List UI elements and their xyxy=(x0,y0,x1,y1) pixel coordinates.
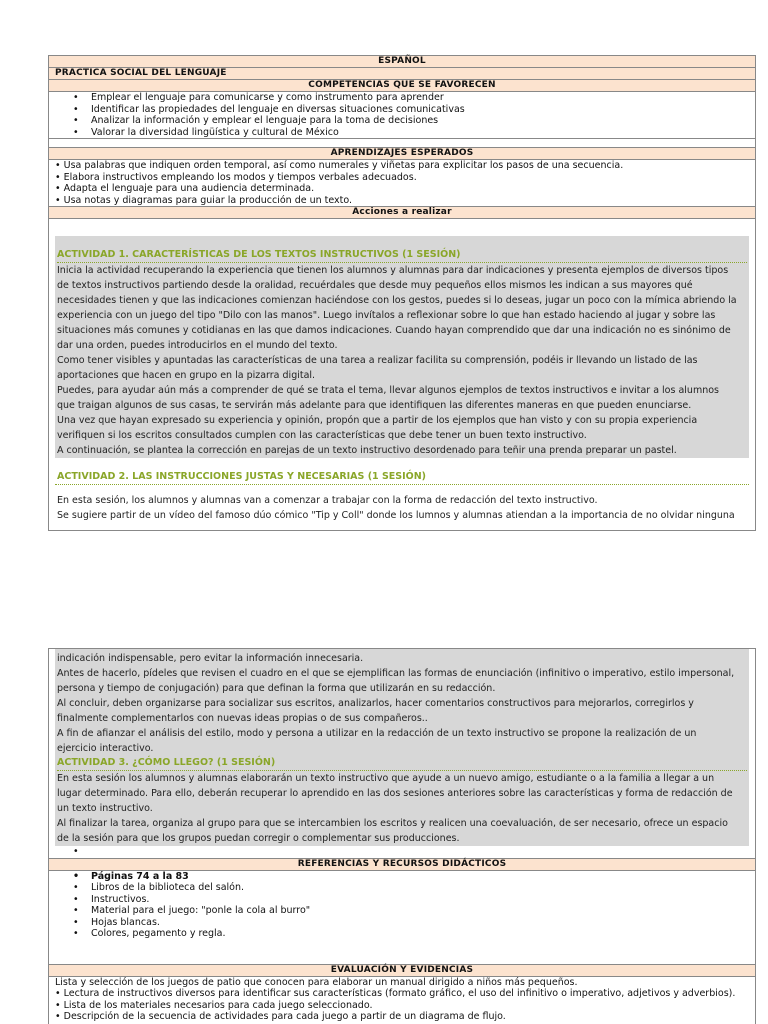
text-line: Al finalizar la tarea, organiza al grupo para que se intercambien los escritos y realicen una coevaluación, de ser necesario, ofrece un espacio xyxy=(57,818,728,829)
activity-3-title: ACTIVIDAD 3. ¿CÓMO LLEGO? (1 SESIÓN) xyxy=(57,756,747,771)
list-item: • Instructivos. xyxy=(73,894,755,906)
text-line: situaciones más comunes y cotidianas en las que damos indicaciones. Cuando hayan comprendido que dar una indicación no es sinónimo de xyxy=(57,325,731,336)
activity-1-text xyxy=(57,263,747,458)
text-line: En esta sesión los alumnos y alumnas elaborarán un texto instructivo que ayude a un nuevo amigo, estudiante o a la familia a llegar a un xyxy=(57,773,715,784)
practice-header: PRACTICA SOCIAL DEL LENGUAJE xyxy=(49,68,755,80)
text-line: indicación indispensable, pero evitar la información innecesaria. xyxy=(57,653,364,664)
text-line: que traigan algunos de sus casas, te servirán más adelante para que identifiquen las diferentes maneras en que pueden enunciarse. xyxy=(57,400,692,411)
text-line: persona y tiempo de conjugación) para que definan la forma que utilizarán en su redacción. xyxy=(57,683,496,694)
activity-2-text xyxy=(55,493,749,523)
aprendizajes-header: APRENDIZAJES ESPERADOS xyxy=(49,147,755,160)
page1-table xyxy=(48,55,756,531)
referencias-list xyxy=(49,871,755,965)
subject-header: ESPAÑOL xyxy=(49,56,755,68)
list-item: • Lectura de instructivos diversos para identificar sus características (formato gráfico, el uso del infinitivo o imperativo, adjetivos y adverbios). xyxy=(55,988,736,999)
text-line: ejercicio interactivo. xyxy=(57,743,154,754)
evaluacion-header: EVALUACIÓN Y EVIDENCIAS xyxy=(49,965,755,977)
page2-table xyxy=(48,648,756,1024)
list-item: • Usa palabras que indiquen orden temporal, así como numerales y viñetas para explicitar los pasos de una secuencia. xyxy=(55,160,624,171)
list-item: • Usa notas y diagramas para guiar la producción de un texto. xyxy=(55,194,353,206)
text-line: lugar determinado. Para ello, deberán recuperar lo aprendido en las dos sesiones anteriores sobre las características y forma de redacción de xyxy=(57,788,733,799)
list-item: • Descripción de la secuencia de actividades para cada juego a partir de un diagrama de flujo. xyxy=(55,1011,506,1022)
list-item: • Analizar la información y emplear el lenguaje para la toma de decisiones xyxy=(73,115,755,127)
text-line: A fin de afianzar el análisis del estilo, modo y persona a utilizar en la redacción de un texto instructivo se propone la realización de un xyxy=(57,728,697,739)
list-item: • Hojas blancas. xyxy=(73,917,755,929)
text-line: Inicia la actividad recuperando la experiencia que tienen los alumnos y alumnas para dar indicaciones y presenta ejemplos de diversos tipos xyxy=(57,265,729,276)
text-line: Puedes, para ayudar aún más a comprender de qué se trata el tema, llevar algunos ejemplos de textos instructivos e invitar a los alumnos xyxy=(57,385,719,396)
competencias-header: COMPETENCIAS QUE SE FAVORECEN xyxy=(49,80,755,92)
text-line: Se sugiere partir de un vídeo del famoso dúo cómico "Tip y Coll" donde los lumnos y alumnas atiendan a la importancia de no olvidar ninguna xyxy=(57,510,735,521)
text-line: dar una orden, puedes introducirlos en el mundo del texto. xyxy=(57,340,338,351)
text-line: Como tener visibles y apuntadas las características de una tarea a realizar facilita su comprensión, podéis ir llevando un listado de las xyxy=(57,355,698,366)
list-item: • Adapta el lenguaje para una audiencia determinada. xyxy=(55,183,315,194)
text-line: Antes de hacerlo, pídeles que revisen el cuadro en el que se ejemplifican las formas de enunciación (infinitivo o imperativo, estilo impersonal, xyxy=(57,668,735,679)
list-item: • Colores, pegamento y regla. xyxy=(73,928,755,940)
activities-continued xyxy=(55,649,749,846)
activity-2-title: ACTIVIDAD 2. LAS INSTRUCCIONES JUSTAS Y NECESARIAS (1 SESIÓN) xyxy=(55,470,749,485)
referencias-header: REFERENCIAS Y RECURSOS DIDÁCTICOS xyxy=(49,858,755,871)
list-item: Lista y selección de los juegos de patio que conocen para elaborar un manual dirigido a niños más pequeños. xyxy=(55,976,578,988)
activity-1-title: ACTIVIDAD 1. CARACTERÍSTICAS DE LOS TEXTOS INSTRUCTIVOS (1 SESIÓN) xyxy=(57,248,747,263)
text-line: Al concluir, deben organizarse para socializar sus escritos, analizarlos, hacer comentarios constructivos para mejorarlos, corregirlos y xyxy=(57,698,694,709)
competencias-list xyxy=(49,92,755,139)
activities-block xyxy=(55,236,749,458)
list-item: • Páginas 74 a la 83 xyxy=(73,871,755,883)
text-line: A continuación, se plantea la corrección en parejas de un texto instructivo desordenado para teñir una prenda preparar un pastel. xyxy=(57,445,677,456)
list-item: • Identificar las propiedades del lenguaje en diversas situaciones comunicativas xyxy=(73,104,755,116)
list-item: • Libros de la biblioteca del salón. xyxy=(73,882,755,894)
text-line: aportaciones que hacen en grupo en la pizarra digital. xyxy=(57,370,316,381)
text-line: de la sesión para que los grupos puedan corregir o complementar sus producciones. xyxy=(57,833,460,844)
aprendizajes-list xyxy=(49,160,755,207)
list-item: • Emplear el lenguaje para comunicarse y como instrumento para aprender xyxy=(73,92,755,104)
text-line: verifiquen si los escritos consultados cumplen con las características que debe tener un buen texto instructivo. xyxy=(57,430,587,441)
acciones-header: Acciones a realizar xyxy=(49,207,755,219)
text-line: finalmente complementarlos con nuevas ideas propias o de sus compañeros.. xyxy=(57,713,428,724)
list-item: • Material para el juego: "ponle la cola al burro" xyxy=(73,905,755,917)
empty-bullet xyxy=(49,846,755,858)
text-line: necesidades tienen y que las indicaciones comienzan haciéndose con los gestos, puedes si lo deseas, jugar un poco con la mímica abriendo la xyxy=(57,295,737,306)
text-line: En esta sesión, los alumnos y alumnas van a comenzar a trabajar con la forma de redacción del texto instructivo. xyxy=(57,495,598,506)
evaluacion-list xyxy=(49,977,755,1023)
text-line: Una vez que hayan expresado su experiencia y opinión, propón que a partir de los ejemplos que han visto y con su propia experiencia xyxy=(57,415,698,426)
list-item xyxy=(73,846,755,858)
list-item: • Lista de los materiales necesarios para cada juego seleccionado. xyxy=(55,999,373,1011)
list-item: • Valorar la diversidad lingüística y cultural de México xyxy=(73,127,755,139)
text-line: de textos instructivos partiendo desde la oralidad, recuérdales que desde muy pequeños ellos mismos les indican a sus mayores qué xyxy=(57,280,693,291)
text-line: un texto instructivo. xyxy=(57,803,153,814)
list-item: • Elabora instructivos empleando los modos y tiempos verbales adecuados. xyxy=(55,171,417,183)
text-line: experiencia con un juego del tipo "Dilo con las manos". Luego invítalos a reflexionar sobre lo que han estado haciendo al jugar y sobre las xyxy=(57,310,716,321)
